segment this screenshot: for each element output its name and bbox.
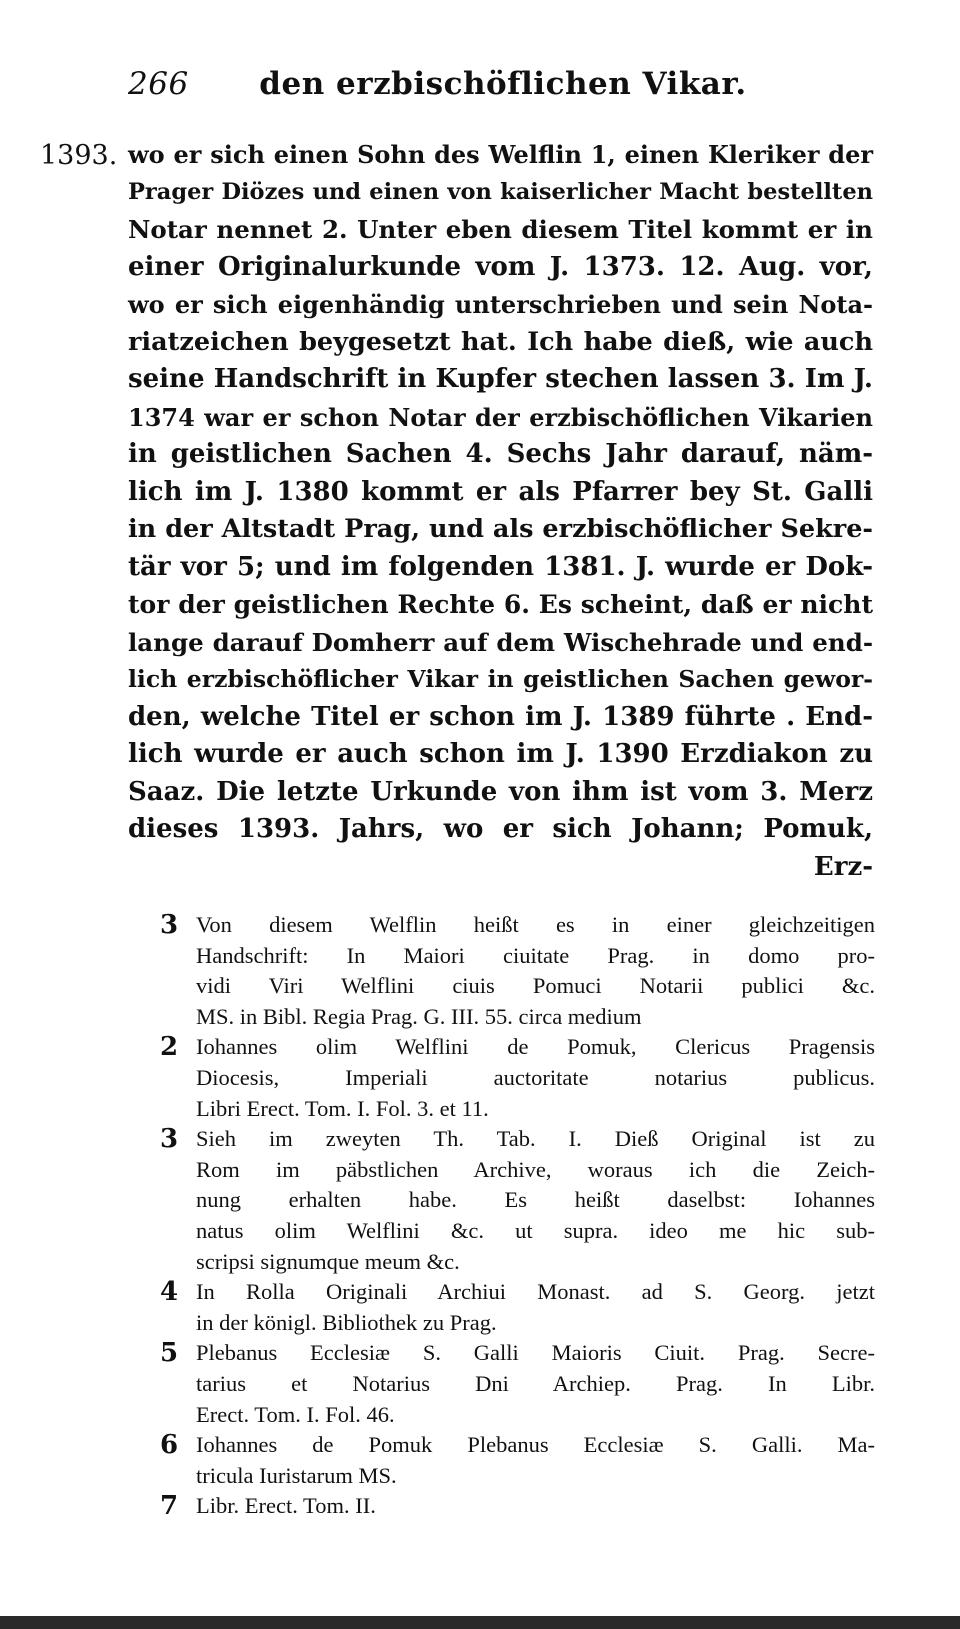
footnotes xyxy=(160,910,875,1522)
footnote-line: Plebanus Ecclesiæ S. Galli Maioris Ciuit. Prag. Secre- xyxy=(196,1340,875,1366)
footnote-line: Iohannes olim Welflini de Pomuk, Clericus Pragensis xyxy=(196,1034,875,1060)
text-line: tär vor 5; und im folgenden 1381. J. wurde er Dok- xyxy=(128,551,873,582)
footnote-line: Iohannes de Pomuk Plebanus Ecclesiæ S. Galli. Ma- xyxy=(196,1432,875,1458)
text-line: lich im J. 1380 kommt er als Pfarrer bey St. Galli xyxy=(128,476,873,507)
footnote-number: 4 xyxy=(160,1277,179,1308)
footnote-line: Erect. Tom. I. Fol. 46. xyxy=(196,1401,395,1427)
running-header xyxy=(128,66,748,102)
footnote xyxy=(160,1491,875,1522)
footnote xyxy=(160,1032,875,1124)
footnote-number: 7 xyxy=(160,1491,179,1522)
footnote-line: vidi Viri Welflini ciuis Pomuci Notarii publici &c. xyxy=(196,973,875,999)
text-line: riatzeichen beygesetzt hat. Ich habe dieß, wie auch xyxy=(128,326,873,357)
text-line: einer Originalurkunde vom J. 1373. 12. Aug. vor, xyxy=(128,251,873,282)
text-line: den, welche Titel er schon im J. 1389 führte . End- xyxy=(128,701,873,732)
main-text xyxy=(128,136,873,886)
text-line: in der Altstadt Prag, und als erzbischöflicher Sekre- xyxy=(128,514,873,544)
text-line: lich wurde er auch schon im J. 1390 Erzdiakon zu xyxy=(128,739,873,769)
catchword: Erz- xyxy=(813,851,873,882)
footnote-line: In Rolla Originali Archiui Monast. ad S. Georg. jetzt xyxy=(196,1279,875,1305)
page-edge-shadow xyxy=(0,1616,960,1629)
footnote-number: 5 xyxy=(160,1338,179,1369)
footnote-line: natus olim Welflini &c. ut supra. ideo me hic sub- xyxy=(196,1217,875,1243)
footnote xyxy=(160,1430,875,1491)
footnote-number: 2 xyxy=(160,1032,179,1063)
footnote-number: 6 xyxy=(160,1430,179,1461)
footnote-line: Libr. Erect. Tom. II. xyxy=(196,1493,376,1519)
text-line: Saaz. Die letzte Urkunde von ihm ist vom 3. Merz xyxy=(128,776,873,807)
footnote xyxy=(160,1277,875,1338)
text-line: wo er sich eigenhändig unterschrieben und sein Nota- xyxy=(128,290,873,319)
footnote-line: tarius et Notarius Dni Archiep. Prag. In Libr. xyxy=(196,1370,875,1396)
text-line: wo er sich einen Sohn des Welflin 1, einen Kleriker der xyxy=(128,140,873,169)
footnote xyxy=(160,1124,875,1277)
footnote xyxy=(160,910,875,1032)
footnote-line: in der königl. Bibliothek zu Prag. xyxy=(196,1309,497,1335)
text-line: seine Handschrift in Kupfer stechen lassen 3. Im J. xyxy=(128,364,873,394)
margin-year: 1393. xyxy=(40,140,118,171)
footnote-line: Libri Erect. Tom. I. Fol. 3. et 11. xyxy=(196,1095,489,1121)
footnote-line: Rom im päbstlichen Archive, woraus ich die Zeich- xyxy=(196,1156,875,1182)
footnote-line: Handschrift: In Maiori ciuitate Prag. in domo pro- xyxy=(196,942,875,968)
footnote xyxy=(160,1338,875,1430)
text-line: dieses 1393. Jahrs, wo er sich Johann; Pomuk, xyxy=(128,814,873,844)
text-line: lich erzbischöflicher Vikar in geistlichen Sachen gewor- xyxy=(128,665,873,693)
text-line: lange darauf Domherr auf dem Wischehrade und end- xyxy=(128,627,873,657)
footnote-line: scripsi signumque meum &c. xyxy=(196,1248,460,1274)
running-title: den erzbischöflichen Vikar. xyxy=(259,66,747,102)
text-line: Prager Diözes und einen von kaiserlicher Macht bestellten xyxy=(128,178,873,205)
footnote-line: Sieh im zweyten Th. Tab. I. Dieß Original ist zu xyxy=(196,1126,875,1152)
footnote-line: nung erhalten habe. Es heißt daselbst: Iohannes xyxy=(196,1187,875,1213)
footnote-line: Diocesis, Imperiali auctoritate notarius publicus. xyxy=(196,1064,875,1090)
footnote-line: MS. in Bibl. Regia Prag. G. III. 55. circa medium xyxy=(196,1003,642,1029)
page-number: 266 xyxy=(128,66,189,102)
footnote-number: 3 xyxy=(160,910,179,940)
text-line: in geistlichen Sachen 4. Sechs Jahr darauf, näm- xyxy=(128,439,873,469)
footnote-line: tricula Iuristarum MS. xyxy=(196,1462,397,1488)
text-line: Notar nennet 2. Unter eben diesem Titel kommt er in xyxy=(128,215,873,244)
footnote-number: 3 xyxy=(160,1124,179,1155)
footnote-line: Von diesem Welflin heißt es in einer gleichzeitigen xyxy=(196,912,875,937)
text-line: tor der geistlichen Rechte 6. Es scheint, daß er nicht xyxy=(128,590,873,619)
text-line: 1374 war er schon Notar der erzbischöflichen Vikarien xyxy=(128,402,873,432)
